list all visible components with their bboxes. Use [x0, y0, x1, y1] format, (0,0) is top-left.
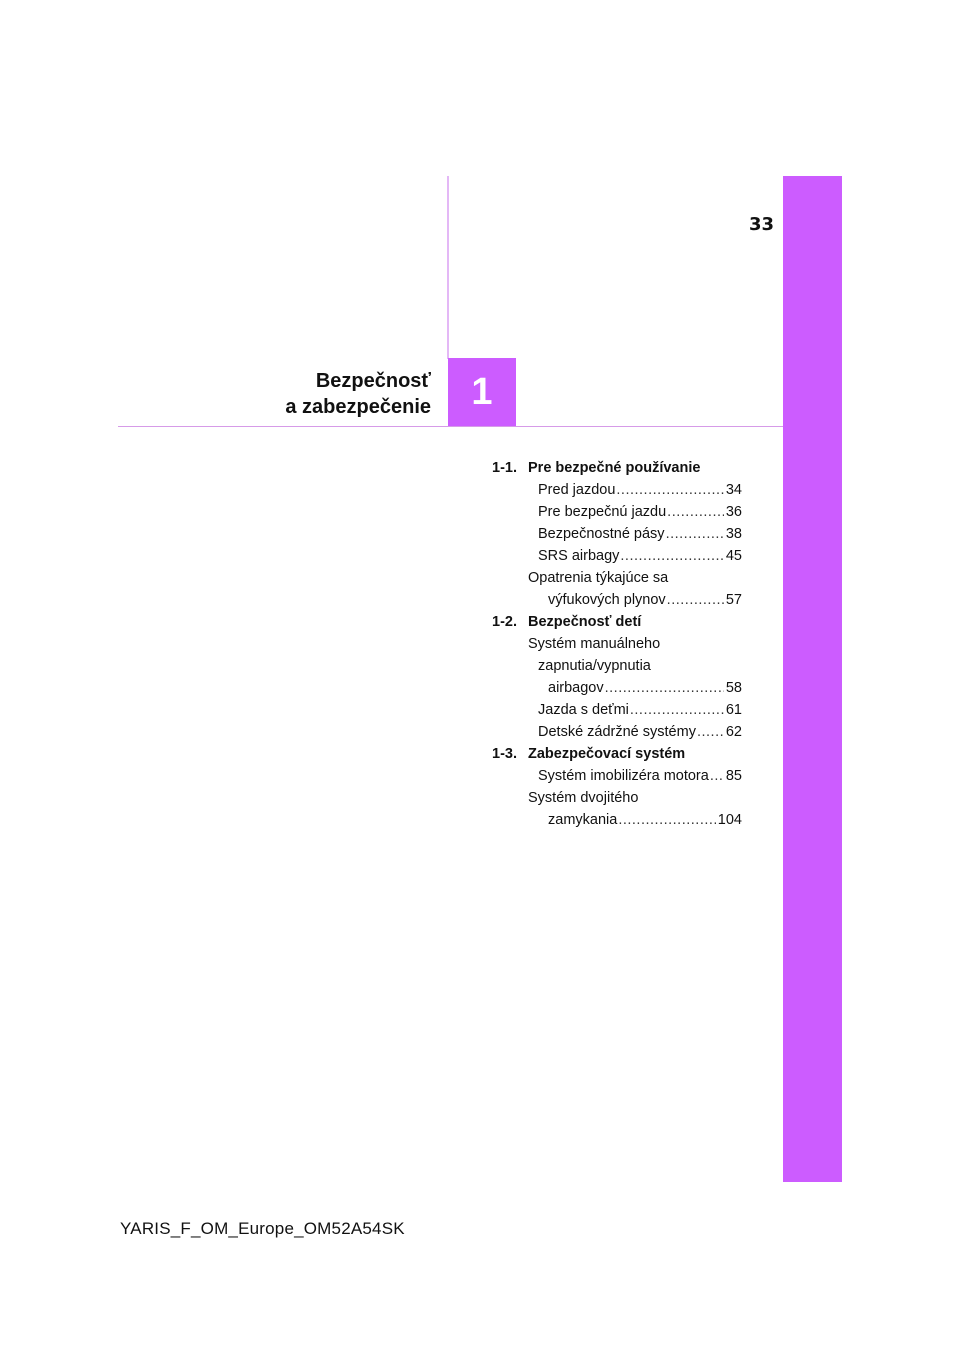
dot-leader	[616, 479, 723, 501]
chapter-side-tab	[783, 176, 842, 1182]
horizontal-divider	[118, 426, 783, 427]
dot-leader	[697, 721, 724, 743]
toc-entry-title-line2: zapnutia/vypnutia	[538, 658, 651, 674]
toc-entry[interactable]	[528, 699, 742, 721]
toc-entry-page: 57	[725, 592, 742, 608]
toc-group-heading[interactable]	[492, 611, 742, 633]
toc-group-title: Pre bezpečné používanie	[528, 460, 701, 476]
toc-group-number: 1-1.	[492, 460, 517, 476]
toc-entry[interactable]	[528, 633, 742, 699]
toc-entry-title: výfukových plynov	[548, 592, 666, 608]
toc-group-title: Bezpečnosť detí	[528, 614, 642, 630]
toc-entry-page: 34	[725, 482, 742, 498]
dot-leader	[710, 765, 724, 787]
toc-entry-title: Bezpečnostné pásy	[538, 526, 665, 542]
section-number-badge: 1	[448, 358, 516, 426]
toc-entry[interactable]	[528, 479, 742, 501]
toc-entry-title: SRS airbagy	[538, 548, 620, 564]
dot-leader	[605, 677, 724, 699]
section-title-line1: Bezpečnosť	[315, 370, 431, 392]
toc-group-heading[interactable]	[492, 743, 742, 765]
toc-entry-page: 45	[725, 548, 742, 564]
toc-entry[interactable]	[528, 523, 742, 545]
table-of-contents	[492, 457, 742, 831]
page-number: 33	[748, 214, 774, 235]
toc-entry[interactable]	[528, 765, 742, 787]
toc-entry[interactable]	[528, 567, 742, 611]
toc-entry-page: 58	[725, 680, 742, 696]
toc-entry-title: Systém imobilizéra motora	[538, 768, 709, 784]
toc-group-number: 1-3.	[492, 746, 517, 762]
toc-entry-page: 38	[725, 526, 742, 542]
toc-entry-title: Pre bezpečnú jazdu	[538, 504, 667, 520]
dot-leader	[667, 589, 724, 611]
toc-entry-title: Jazda s deťmi	[538, 702, 629, 718]
toc-entry-title-line1: Systém dvojitého	[528, 790, 639, 806]
dot-leader	[667, 501, 724, 523]
toc-entry-title: Detské zádržné systémy	[538, 724, 696, 740]
section-title-line2: a zabezpečenie	[285, 396, 431, 418]
toc-entry[interactable]	[528, 721, 742, 743]
toc-entry-page: 85	[725, 768, 742, 784]
toc-group-number: 1-2.	[492, 614, 517, 630]
toc-entry-title: airbagov	[548, 680, 604, 696]
toc-entry[interactable]	[528, 545, 742, 567]
toc-group-heading[interactable]	[492, 457, 742, 479]
toc-group-title: Zabezpečovací systém	[528, 746, 686, 762]
toc-entry-title: Pred jazdou	[538, 482, 616, 498]
toc-entry-title: zamykania	[548, 812, 618, 828]
section-title	[230, 368, 431, 420]
dot-leader	[618, 809, 715, 831]
vertical-divider	[447, 176, 449, 359]
toc-entry-page: 36	[725, 504, 742, 520]
dot-leader	[666, 523, 724, 545]
dot-leader	[630, 699, 724, 721]
document-code-footer: YARIS_F_OM_Europe_OM52A54SK	[120, 1219, 405, 1238]
toc-entry-page: 62	[725, 724, 742, 740]
toc-entry-page: 104	[717, 812, 742, 828]
toc-entry[interactable]	[528, 787, 742, 831]
toc-entry-title-line1: Systém manuálneho	[528, 636, 661, 652]
toc-entry-page: 61	[725, 702, 742, 718]
toc-entry[interactable]	[528, 501, 742, 523]
dot-leader	[620, 545, 723, 567]
toc-entry-title-line1: Opatrenia týkajúce sa	[528, 570, 669, 586]
